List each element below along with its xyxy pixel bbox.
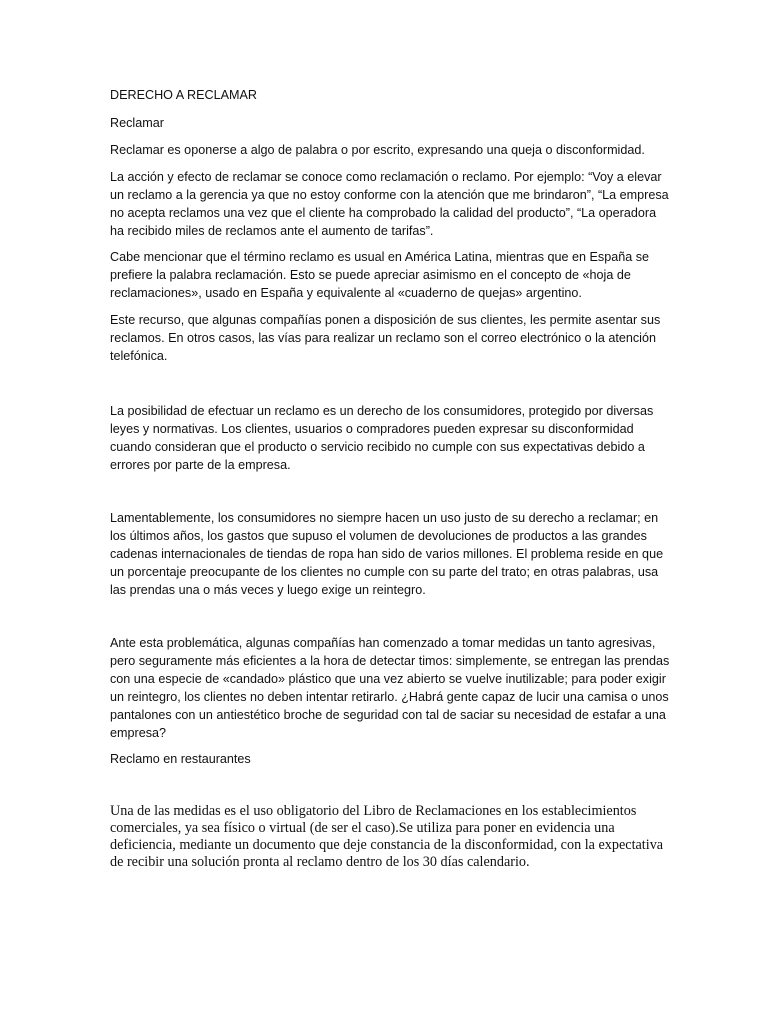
document-title: DERECHO A RECLAMAR xyxy=(110,88,257,102)
paragraph-3: Cabe mencionar que el término reclamo es usual en América Latina, mientras que en España se prefiere la palabra reclamación. Esto se puede apreciar asimismo en el concepto de «hoja de reclamaciones», usado en España y equivalente al «cuaderno de quejas» argentino. xyxy=(110,250,650,300)
paragraph-1: Reclamar es oponerse a algo de palabra o por escrito, expresando una queja o disconformidad. xyxy=(110,143,645,157)
section-heading-reclamar: Reclamar xyxy=(110,116,164,130)
paragraph-final: Una de las medidas es el uso obligatorio del Libro de Reclamaciones en los establecimientos comerciales, ya sea físico o virtual (de ser el caso).Se utiliza para poner en evidencia una deficiencia, mediante un documento que deje constancia de la disconformidad, con la expectativa de recibir una solución pronta al reclamo dentro de los 30 días calendario. xyxy=(110,803,664,870)
paragraph-7: Ante esta problemática, algunas compañías han comenzado a tomar medidas un tanto agresivas, pero seguramente más eficientes a la hora de detectar timos: simplemente, se entregan las prendas con una especie de «candado» plástico que una vez abierto se vuelve inutilizable; para poder exigir un reintegro, los clientes no deben intentar retirarlo. ¿Habrá gente capaz de lucir una camisa o unos pantalones con un antiestético broche de seguridad con tal de saciar su necesidad de estafar a una empresa? xyxy=(110,636,670,740)
section-heading-restaurantes: Reclamo en restaurantes xyxy=(110,752,251,766)
paragraph-5: La posibilidad de efectuar un reclamo es un derecho de los consumidores, protegido por diversas leyes y normativas. Los clientes, usuarios o compradores pueden expresar su disconformidad cuando consideran que el producto o servicio recibido no cumple con sus expectativas debido a errores por parte de la empresa. xyxy=(110,404,654,472)
paragraph-2: La acción y efecto de reclamar se conoce como reclamación o reclamo. Por ejemplo: “Voy a elevar un reclamo a la gerencia ya que no estoy conforme con la atención que me brindaron”, “La empresa no acepta reclamos una vez que el cliente ha comprobado la calidad del producto”, “La operadora ha recibido miles de reclamos ante el aumento de tarifas”. xyxy=(110,170,669,238)
paragraph-4: Este recurso, que algunas compañías ponen a disposición de sus clientes, les permite asentar sus reclamos. En otros casos, las vías para realizar un reclamo son el correo electrónico o la atención telefónica. xyxy=(110,313,661,363)
paragraph-6: Lamentablemente, los consumidores no siempre hacen un uso justo de su derecho a reclamar; en los últimos años, los gastos que supuso el volumen de devoluciones de productos a las grandes cadenas internacionales de tiendas de ropa han sido de varios millones. El problema reside en que un porcentaje preocupante de los clientes no cumple con su parte del trato; en otras palabras, usa las prendas una o más veces y luego exige un reintegro. xyxy=(110,511,664,597)
